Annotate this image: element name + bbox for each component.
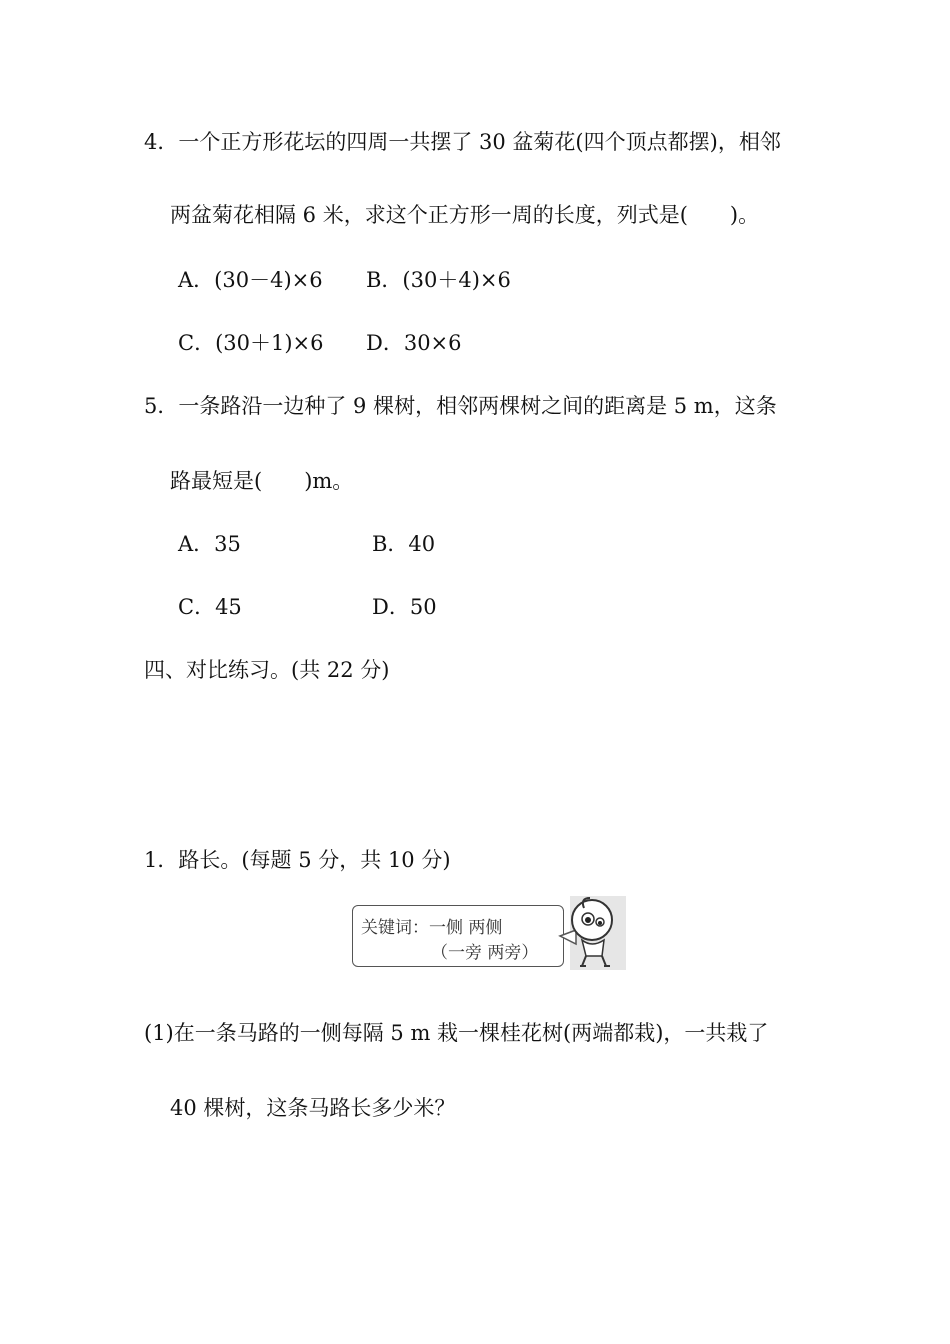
keyword-line-1: 关键词：一侧 两侧: [361, 918, 503, 938]
q4-option-c: C．(30＋1)×6: [178, 331, 324, 355]
q4-line2: 两盆菊花相隔 6 米，求这个正方形一周的长度，列式是( )。: [170, 203, 760, 227]
sub-question-1-line1: (1)在一条马路的一侧每隔 5 m 栽一棵桂花树(两端都栽)，一共栽了: [144, 1021, 769, 1045]
q5-line2: 路最短是( )m。: [170, 469, 354, 493]
q4-option-d: D．30×6: [366, 331, 462, 355]
keyword-line-2: （一旁 两旁）: [431, 943, 539, 963]
q4-line1: 4．一个正方形花坛的四周一共摆了 30 盆菊花(四个顶点都摆)，相邻: [144, 130, 781, 154]
keyword-callout: [352, 905, 564, 967]
q5-option-b: B．40: [372, 532, 436, 556]
q5-option-c: C．45: [178, 595, 242, 619]
sub-question-1-line2: 40 棵树，这条马路长多少米？: [170, 1096, 456, 1120]
mascot-illustration: [540, 892, 630, 974]
q5-option-a: A．35: [178, 532, 241, 556]
q5-option-d: D．50: [372, 595, 437, 619]
q4-option-a: A．(30－4)×6: [178, 268, 323, 292]
section-4-title: 四、对比练习。(共 22 分): [144, 658, 390, 682]
q4-option-b: B．(30＋4)×6: [366, 268, 511, 292]
q5-line1: 5．一条路沿一边种了 9 棵树，相邻两棵树之间的距离是 5 m，这条: [144, 394, 777, 418]
problem-1-title: 1．路长。(每题 5 分，共 10 分): [144, 848, 451, 872]
